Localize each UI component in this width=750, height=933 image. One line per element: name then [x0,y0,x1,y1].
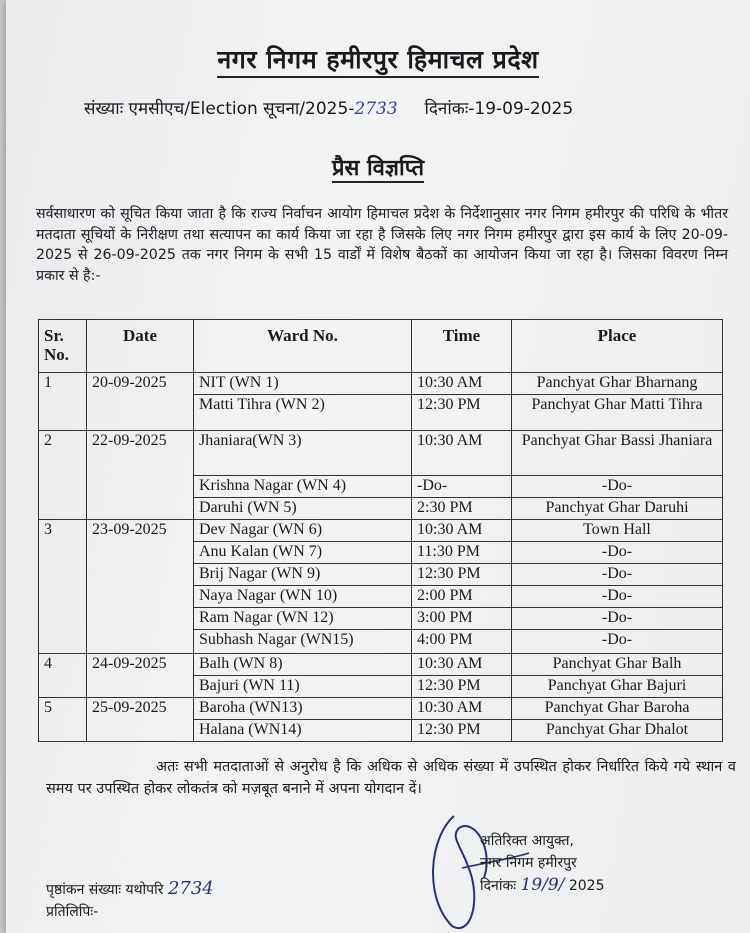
cell-ward: Baroha (WN13) [194,698,412,720]
cell-time: 2:30 PM [412,498,512,520]
cell-date: 24-09-2025 [87,654,194,676]
cell-time: 3:00 PM [412,608,512,630]
cell-ward: Anu Kalan (WN 7) [194,542,412,564]
press-release-heading: प्रैस विज्ञप्ति [331,156,425,181]
cell-date: 22-09-2025 [87,431,194,476]
cell-ward: Balh (WN 8) [194,654,412,676]
reference-number-handwritten: 2733 [354,99,398,119]
table-row [39,476,723,498]
table-row [39,676,723,698]
cell-sr [39,564,87,586]
cell-time: 10:30 AM [412,373,512,395]
cell-ward: Brij Nagar (WN 9) [194,564,412,586]
cell-time: 4:00 PM [412,630,512,654]
copy-to-label: प्रतिलिपिः- [46,904,99,920]
intro-paragraph: सर्वसाधारण को सूचित किया जाता है कि राज्य निर्वाचन आयोग हिमाचल प्रदेश के निर्देशानुसार नगर निगम हमीरपुर की परिधि के भीतर मतदाता सूचियों के निरीक्षण तथा सत्यापन का कार्य किया जा रहा है जिसके लिए नगर निगम हमीरपुर द्वारा इस कार्य के लिए 20-09-2025 से 26-09-2025 तक नगर निगम के सभी 15 वार्डों में विशेष बैठकों का आयोजन किया जा रहा है। जिसका विवरण निम्न प्रकार से है:- [36,206,728,284]
cell-place: -Do- [512,608,723,630]
cell-time: 10:30 AM [412,520,512,542]
signatory-office: नगर निगम हमीरपुर [480,855,577,871]
cell-sr [39,542,87,564]
cell-date [87,395,194,431]
cell-time: 10:30 AM [412,431,512,476]
cell-place: Panchyat Ghar Bajuri [512,676,723,698]
reference-prefix: संख्याः एमसीएच/Election सूचना/2025- [84,99,355,119]
cell-date [87,542,194,564]
closing-paragraph: अतः सभी मतदाताओं से अनुरोध है कि अधिक से अधिक संख्या में उपस्थित होकर निर्धारित किये गये स्थान व समय पर उपस्थित होकर लोकतंत्र को मज़बूत बनाने में अपना योगदान दें। [46,759,736,797]
cell-sr: 4 [39,654,87,676]
cell-place: Panchyat Ghar Daruhi [512,498,723,520]
header-ward: Ward No. [194,320,412,373]
header-sr: Sr. No. [39,320,87,373]
header-time: Time [412,320,512,373]
cell-date [87,564,194,586]
cell-date: 25-09-2025 [87,698,194,720]
document-page [6,0,750,933]
reference-line [84,96,573,119]
cell-date: 20-09-2025 [87,373,194,395]
table-row [39,630,723,654]
table-row [39,520,723,542]
schedule-table [38,319,723,742]
cell-ward: Subhash Nagar (WN15) [194,630,412,654]
cell-sr: 1 [39,373,87,395]
cell-ward: Naya Nagar (WN 10) [194,586,412,608]
cell-time: 12:30 PM [412,676,512,698]
cell-date [87,608,194,630]
cell-time: -Do- [412,476,512,498]
cell-sr: 5 [39,698,87,720]
table-row [39,720,723,742]
cell-time: 12:30 PM [412,395,512,431]
cell-place: Panchyat Ghar Dhalot [512,720,723,742]
cell-place: -Do- [512,586,723,608]
cell-place: -Do- [512,564,723,586]
table-row [39,373,723,395]
table-row [39,654,723,676]
signatory-designation: अतिरिक्त आयुक्त, [480,833,574,849]
cell-sr [39,476,87,498]
cell-time: 11:30 PM [412,542,512,564]
cell-sr [39,676,87,698]
cell-ward: Daruhi (WN 5) [194,498,412,520]
cell-date [87,676,194,698]
cell-sr [39,395,87,431]
endorsement-block [46,878,214,923]
table-header-row [39,320,723,373]
table-row [39,498,723,520]
cell-sr: 2 [39,431,87,476]
cell-ward: Bajuri (WN 11) [194,676,412,698]
cell-place: -Do- [512,542,723,564]
cell-time: 10:30 AM [412,698,512,720]
cell-ward: Jhaniara(WN 3) [194,431,412,476]
cell-place: -Do- [512,476,723,498]
cell-time: 12:30 PM [412,564,512,586]
cell-sr [39,720,87,742]
endorsement-line: पृष्ठांकन संख्याः यथोपरि 2734 [46,878,214,899]
table-row [39,395,723,431]
cell-sr [39,498,87,520]
cell-time: 2:00 PM [412,586,512,608]
table-row [39,431,723,476]
cell-date [87,476,194,498]
cell-place: Panchyat Ghar Baroha [512,698,723,720]
signature-date: दिनांकः 19/9/ 2025 [480,875,605,895]
cell-time: 10:30 AM [412,654,512,676]
cell-place: Panchyat Ghar Bharnang [512,373,723,395]
header-date: Date [87,320,194,373]
cell-place: Panchyat Ghar Balh [512,654,723,676]
cell-place: Town Hall [512,520,723,542]
cell-date [87,498,194,520]
endorsement-number-handwritten: 2734 [167,878,214,899]
cell-ward: Dev Nagar (WN 6) [194,520,412,542]
cell-ward: NIT (WN 1) [194,373,412,395]
cell-place: Panchyat Ghar Bassi Jhaniara [512,431,723,476]
table-row [39,698,723,720]
cell-ward: Halana (WN14) [194,720,412,742]
cell-date [87,720,194,742]
cell-sr [39,608,87,630]
cell-place: -Do- [512,630,723,654]
cell-place: Panchyat Ghar Matti Tihra [512,395,723,431]
cell-sr [39,630,87,654]
table-row [39,608,723,630]
signature-block [480,830,605,897]
cell-date [87,586,194,608]
cell-ward: Ram Nagar (WN 12) [194,608,412,630]
cell-sr [39,586,87,608]
reference-date: दिनांकः-19-09-2025 [424,99,574,119]
table-row [39,586,723,608]
table-row [39,542,723,564]
header-place: Place [512,320,723,373]
table-row [39,564,723,586]
cell-ward: Krishna Nagar (WN 4) [194,476,412,498]
cell-date [87,630,194,654]
cell-ward: Matti Tihra (WN 2) [194,395,412,431]
signature-date-handwritten: 19/9/ [520,875,565,895]
office-title: नगर निगम हमीरपुर हिमाचल प्रदेश [6,42,750,76]
cell-date: 23-09-2025 [87,520,194,542]
cell-time: 12:30 PM [412,720,512,742]
cell-sr: 3 [39,520,87,542]
